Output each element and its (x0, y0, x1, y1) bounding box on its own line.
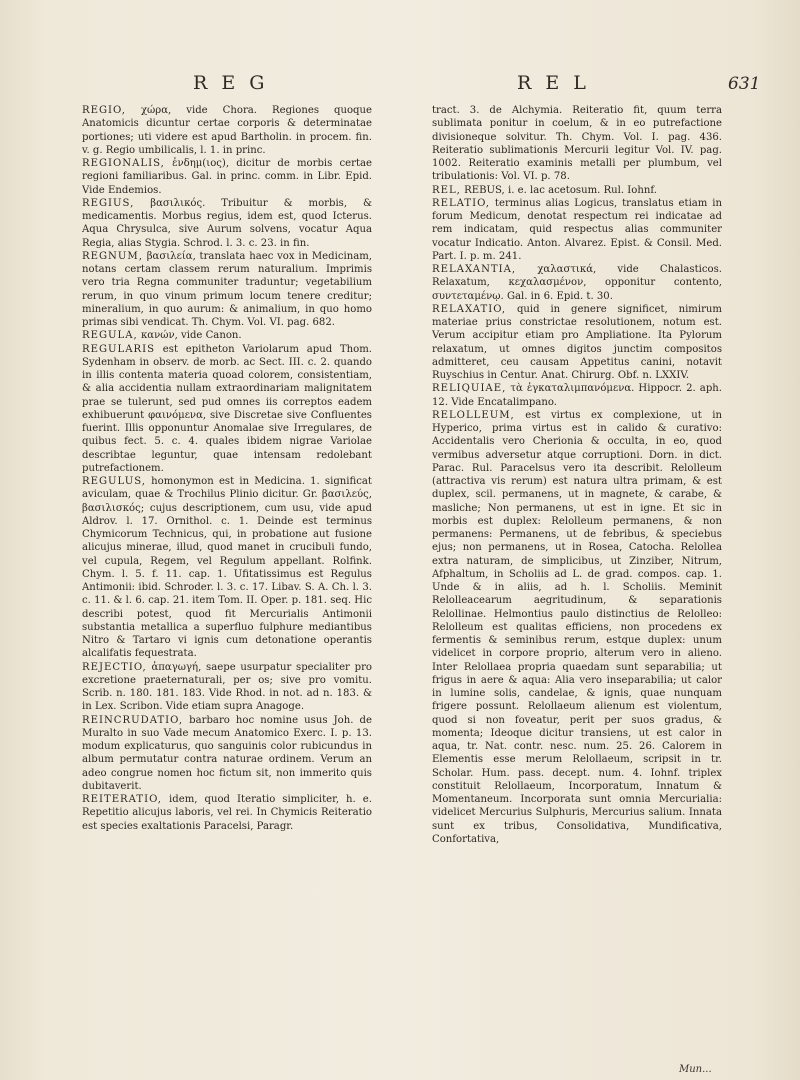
entry-text: quid in genere significet, nimirum materiae prius constrictae resolutionem, notum est. Verum accipitur etiam pro Ampliatione. Ita Pylorum relaxatum, ut omnes digitos junctim compositos admitteret, ceu causam Appetitus canini, notavit Ruyschius in Centur. Anat. Chirurg. Obf. n. LXXIV. (432, 303, 722, 381)
dictionary-entry (432, 263, 722, 303)
entry-text: REBUS, i. e. lac acetosum. Rul. Iohnf. (464, 184, 657, 196)
dictionary-entry (82, 475, 372, 661)
dictionary-entry (82, 793, 372, 833)
entry-lemma: REGULARIS (82, 343, 156, 355)
dictionary-entry (82, 661, 372, 714)
entry-lemma: REINCRUDATIO, (82, 714, 184, 726)
headword-right: R E L (517, 72, 590, 94)
page-number: 631 (728, 74, 761, 94)
dictionary-entry (82, 714, 372, 794)
entry-lemma: RELAXATIO, (432, 303, 507, 315)
entry-text: ἐνδημ(ιος), dicitur de morbis certae regioni familiaribus. Gal. in princ. comm. in Libr. Epid. Vide Endemios. (82, 158, 372, 196)
entry-text: βασιλικός. Tribuitur & morbis, & medicamentis. Morbus regius, idem est, quod Icterus. Aqua Chrysulca, sive Aurum solvens, vocatur Aqua Regia, alias Stygia. Schrod. l. 3. c. 23. in fin. (82, 197, 372, 249)
entry-text: idem, quod Iteratio simpliciter, h. e. Repetitio alicujus laboris, vel rei. In Chymicis Reiteratio est species exaltationis Paracelsi, Paragr. (82, 794, 372, 832)
entry-text: barbaro hoc nomine usus Joh. de Muralto in suo Vade mecum Anatomico Exerc. I. p. 13. modum explicaturus, quo sanguinis color rubicundus in album permutatur contra naturae ordinem. Verum an adeo congrue nomen hoc fictum sit, non immerito quis dubitaverit. (82, 714, 372, 792)
dictionary-entry (432, 197, 722, 263)
dictionary-entry (432, 303, 722, 383)
entry-lemma: REITERATIO, (82, 794, 163, 805)
dictionary-entry (432, 104, 722, 184)
dictionary-entry (82, 250, 372, 330)
entry-lemma: REGIUS, (82, 197, 135, 209)
dictionary-entry (432, 382, 722, 409)
entry-lemma: RELATIO, (432, 197, 491, 209)
entry-text: κανών, vide Canon. (140, 330, 242, 342)
entry-text: χαλαστικά, vide Chalasticos. Relaxatum, κεχαλασμένον, opponitur contento, συντεταμένῳ. Gal. in 6. Epid. t. 30. (432, 264, 722, 302)
entry-lemma: REGULUS, (82, 476, 146, 487)
entry-text: homonymon est in Medicina. 1. significat aviculam, quae & Trochilus Plinio dicitur. Gr. βασιλεύς, βασιλισκός; cujus descriptionem, cum usu, vide apud Aldrov. l. 17. Ornithol. c. 1. Deinde est terminus Chymicorum Technicus, qui, in probatione aut fusione alicujus minerae, illud, quod manet in crucibuli fundo, vel cupula, Regem, vel Regulum appellant. Rolfink. Chym. l. 5. f. 11. cap. 1. Ufitatissimus est Regulus Antimonii: ibid. Schroder. l. 3. c. 17. Libav. S. A. Ch. l. 3. c. 11. & l. 6. cap. 21. item Tom. II. Oper. p. 181. seq. Hic describi potest, quod fit Mercurialis Antimonii substantia metallica a superfluo fulphure mediantibus Nitro & Tartaro vi ignis cum detonatione operantis alcalifatis fequestrata. (82, 476, 372, 660)
entry-lemma: RELIQUIAE, (432, 383, 507, 395)
right-column (432, 104, 722, 1064)
entry-lemma: REL, (432, 184, 461, 196)
dictionary-entry (82, 343, 372, 476)
dictionary-entry (82, 104, 372, 157)
entry-text: τὰ ἐγκαταλιμπανόμενα. Hippocr. 2. aph. 12. Vide Encatalimpano. (432, 383, 722, 408)
entry-lemma: REGIO, (82, 105, 126, 116)
dictionary-entry (82, 197, 372, 250)
entry-text: ἀπαγωγή, saepe usurpatur specialiter pro excretione praeternaturali, per os; sive pro vomitu. Scrib. n. 180. 181. 183. Vide Rhod. in not. ad n. 183. & in Lex. Scribon. Vide etiam supra Anagoge. (82, 661, 372, 713)
entry-text: βασιλεία, translata haec vox in Medicinam, notans certam classem rerum naturalium. Imprimis vero tria Regna communiter traduntur; vegetabilium rerum, in quo vinum primum locum tenere creditur; mineralium, in quo aurum: & animalium, in quo homo primas sibi vendicat. Th. Chym. Vol. VI. pag. 682. (82, 250, 372, 328)
dictionary-entry (82, 329, 372, 342)
headword-left: R E G (193, 72, 269, 94)
entry-lemma: REGULA, (82, 330, 138, 342)
entry-text: est epitheton Variolarum apud Thom. Sydenham in observ. de morb. ac Sect. III. c. 2. quando in illis contenta materia quoad colorem, consistentiam, & alia accidentia nullam extraordinariam malignitatem prae se tulerunt, sed pud omnes iis correptos eadem exhibuerunt φαινόμενα, sive Discretae sive Confluentes fuerint. Illis opponuntur Anomalae sive Irregulares, de quibus fect. 5. c. 4. quales ibidem nigrae Variolae describtae leguntur, quae intensam redolebant putrefactionem. (82, 343, 372, 474)
entry-lemma: RELOLLEUM, (432, 409, 515, 421)
entry-lemma: REGIONALIS, (82, 158, 165, 169)
entry-text: terminus alias Logicus, translatus etiam in forum Medicum, denotat respectum rei indicatae ad rem indicatam, quid respectus alias communiter vocatur Indicatio. Anton. Alvarez. Epist. & Consil. Med. Part. I. p. m. 241. (432, 197, 722, 262)
entry-lemma: REJECTIO, (82, 661, 147, 673)
entry-lemma: REGNUM, (82, 250, 143, 262)
entry-text: χώρα, vide Chora. Regiones quoque Anatomicis dicuntur certae corporis & determinatae portiones; uti videre est apud Bartholin. in procem. fin. v. g. Regio umbilicalis, l. 1. in princ. (82, 105, 372, 156)
dictionary-entry (432, 409, 722, 846)
entry-text: tract. 3. de Alchymia. Reiteratio fit, quum terra sublimata ponitur in coelum, & in eo putrefactione divisioneque solvitur. Th. Chym. Vol. I. pag. 436. Reiteratio sublimationis Mercurii legitur Vol. IV. pag. 1002. Reiteratio examinis metalli per plumbum, vel tribulationis: Vol. VI. p. 78. (432, 105, 722, 183)
entry-lemma: RELAXANTIA, (432, 264, 517, 275)
catchword: Mun... (679, 1064, 712, 1075)
dictionary-entry (82, 157, 372, 197)
left-column (82, 104, 372, 1064)
dictionary-entry (432, 184, 722, 197)
running-header (0, 0, 800, 95)
entry-text: est virtus ex complexione, ut in Hyperico, prima virtus est in calido & curativo: Accidentalis vero Cherionia & occulta, in eo, quod vermibus adversetur atque corruptioni. Dorn. in dict. Parac. Rul. Paracelsus vero ita describit. Relolleum (attractiva vis rerum) est natura ultra primam, & est duplex, scil. permanens, ut in magnete, & carabe, & masliche; Non permanens, ut est in igne. Et sic in morbis est duplex: Relolleum permanens, & non permanens: Permanens, ut de febribus, & speciebus ejus; non permanens, ut in Rosea, Catocha. Relollea extra naturam, de simplicibus, ut Zinziber, Nitrum, Afphaltum, in Scholiis ad L. de grad. compos. cap. 1. Unde & in aliis, ad h. l. Scholiis. Meminit Relolleacearum aegritudinum, & separationis Relollinae. Helmontius paulo distinctius de Relolleo: Relolleum est qualitas efficiens, non procedens ex fermentis & seminibus rerum, estque duplex: unum videlicet in corpore proprio, alterum vero in alieno. Inter Relollaea propria quaedam sunt separabilia; ut frigus in aere & aqua: Alia vero inseparabilia; ut calor in lumine solis, candelae, & ignis, quae nunquam frigere possunt. Relollaeum alienum est violentum, quod si non foveatur, perit per suos gradus, & momenta; Ideoque dicitur transiens, ut est calor in aqua, tr. Nat. contr. nesc. num. 25. 26. Calorem in Elementis esse merum Relollaeum, scripsit in tr. Scholar. Hum. pass. decept. num. 4. Iohnf. triplex constituit Relollaeum, Incorporatum, Innatum & Momentaneum. Incorporata sunt omnia Mercurialia: videlicet Mercurius Sulphuris, Mercurius salium. Innata sunt ex tribus, Consolidativa, Mundificativa, Confortativa, (432, 409, 722, 845)
